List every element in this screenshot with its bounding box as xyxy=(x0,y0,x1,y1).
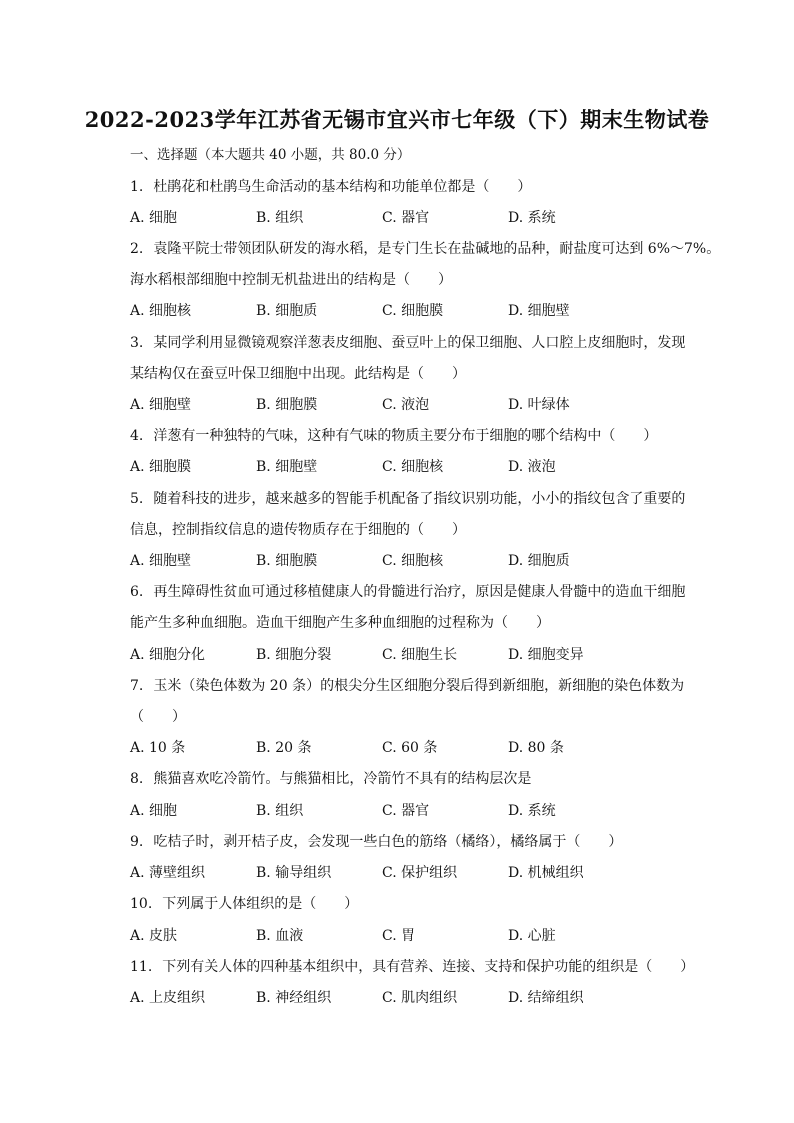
option-d: D. 系统 xyxy=(508,210,556,226)
option-c: C. 细胞生长 xyxy=(382,647,458,663)
option-c: C. 肌肉组织 xyxy=(382,990,458,1006)
option-b: B. 神经组织 xyxy=(256,990,332,1006)
option-b: B. 细胞膜 xyxy=(256,397,318,413)
option-a: A. 细胞 xyxy=(130,210,178,226)
question-9-options xyxy=(130,862,690,882)
option-d: D. 机械组织 xyxy=(508,865,584,881)
question-2-options xyxy=(130,300,690,320)
option-d: D. 叶绿体 xyxy=(508,397,570,413)
question-11-options xyxy=(130,987,690,1007)
option-a: A. 细胞 xyxy=(130,803,178,819)
option-a: A. 上皮组织 xyxy=(130,990,206,1006)
option-b: B. 细胞质 xyxy=(256,303,318,319)
option-b: B. 输导组织 xyxy=(256,865,332,881)
option-d: D. 心脏 xyxy=(508,928,556,944)
question-6-stem-cont: 能产生多种血细胞。造血干细胞产生多种血细胞的过程称为（ ） xyxy=(130,615,550,631)
option-c: C. 细胞核 xyxy=(382,459,444,475)
section-heading: 一、选择题（本大题共 40 小题，共 80.0 分） xyxy=(130,147,411,163)
question-8-stem: 8. 熊猫喜欢吃冷箭竹。与熊猫相比，冷箭竹不具有的结构层次是 xyxy=(130,771,532,787)
option-b: B. 血液 xyxy=(256,928,304,944)
option-c: C. 细胞膜 xyxy=(382,303,444,319)
question-3-stem: 3. 某同学利用显微镜观察洋葱表皮细胞、蚕豆叶上的保卫细胞、人口腔上皮细胞时，发现 xyxy=(130,335,686,351)
option-a: A. 细胞分化 xyxy=(130,647,206,663)
option-a: A. 细胞壁 xyxy=(130,553,192,569)
question-2-stem-cont: 海水稻根部细胞中控制无机盐进出的结构是（ ） xyxy=(130,272,452,288)
option-c: C. 器官 xyxy=(382,210,430,226)
question-1-options xyxy=(130,207,690,227)
question-6-stem: 6. 再生障碍性贫血可通过移植健康人的骨髓进行治疗，原因是健康人骨髓中的造血干细胞 xyxy=(130,584,686,600)
question-11-stem: 11. 下列有关人体的四种基本组织中，具有营养、连接、支持和保护功能的组织是（ ） xyxy=(130,959,695,975)
question-1-stem: 1. 杜鹃花和杜鹃鸟生命活动的基本结构和功能单位都是（ ） xyxy=(130,179,532,195)
question-10-options xyxy=(130,925,690,945)
option-d: D. 细胞变异 xyxy=(508,647,584,663)
question-4-options xyxy=(130,456,690,476)
option-d: D. 结缔组织 xyxy=(508,990,584,1006)
question-3-options xyxy=(130,394,690,414)
option-a: A. 细胞核 xyxy=(130,303,192,319)
question-3-stem-cont: 某结构仅在蚕豆叶保卫细胞中出现。此结构是（ ） xyxy=(130,366,466,382)
option-b: B. 20 条 xyxy=(256,740,312,756)
option-a: A. 皮肤 xyxy=(130,928,178,944)
question-6-options xyxy=(130,644,690,664)
option-b: B. 细胞壁 xyxy=(256,459,318,475)
question-9-stem: 9. 吃桔子时，剥开桔子皮，会发现一些白色的筋络（橘络），橘络属于（ ） xyxy=(130,834,623,850)
option-b: B. 组织 xyxy=(256,803,304,819)
option-a: A. 细胞壁 xyxy=(130,397,192,413)
question-5-options xyxy=(130,550,690,570)
option-a: A. 薄壁组织 xyxy=(130,865,206,881)
option-d: D. 系统 xyxy=(508,803,556,819)
option-d: D. 液泡 xyxy=(508,459,556,475)
option-c: C. 胃 xyxy=(382,928,416,944)
option-b: B. 细胞分裂 xyxy=(256,647,332,663)
option-c: C. 细胞核 xyxy=(382,553,444,569)
question-5-stem: 5. 随着科技的进步，越来越多的智能手机配备了指纹识别功能，小小的指纹包含了重要的 xyxy=(130,491,686,507)
question-5-stem-cont: 信息，控制指纹信息的遗传物质存在于细胞的（ ） xyxy=(130,522,466,538)
option-b: B. 细胞膜 xyxy=(256,553,318,569)
option-c: C. 保护组织 xyxy=(382,865,458,881)
option-d: D. 细胞壁 xyxy=(508,303,570,319)
option-d: D. 细胞质 xyxy=(508,553,570,569)
page-title: 2022-2023学年江苏省无锡市宜兴市七年级（下）期末生物试卷 xyxy=(84,107,710,132)
question-10-stem: 10. 下列属于人体组织的是（ ） xyxy=(130,896,359,912)
question-4-stem: 4. 洋葱有一种独特的气味，这种有气味的物质主要分布于细胞的哪个结构中（ ） xyxy=(130,428,658,444)
question-7-stem: 7. 玉米（染色体数为 20 条）的根尖分生区细胞分裂后得到新细胞，新细胞的染色体数为 xyxy=(130,678,685,694)
option-a: A. 细胞膜 xyxy=(130,459,192,475)
option-a: A. 10 条 xyxy=(130,740,186,756)
option-b: B. 组织 xyxy=(256,210,304,226)
question-7-stem-cont: （ ） xyxy=(130,709,186,725)
question-8-options xyxy=(130,800,690,820)
option-d: D. 80 条 xyxy=(508,740,564,756)
option-c: C. 器官 xyxy=(382,803,430,819)
option-c: C. 液泡 xyxy=(382,397,430,413)
question-2-stem: 2. 袁隆平院士带领团队研发的海水稻，是专门生长在盐碱地的品种，耐盐度可达到 6%～7%。 xyxy=(130,241,721,257)
question-7-options xyxy=(130,737,690,757)
option-c: C. 60 条 xyxy=(382,740,438,756)
